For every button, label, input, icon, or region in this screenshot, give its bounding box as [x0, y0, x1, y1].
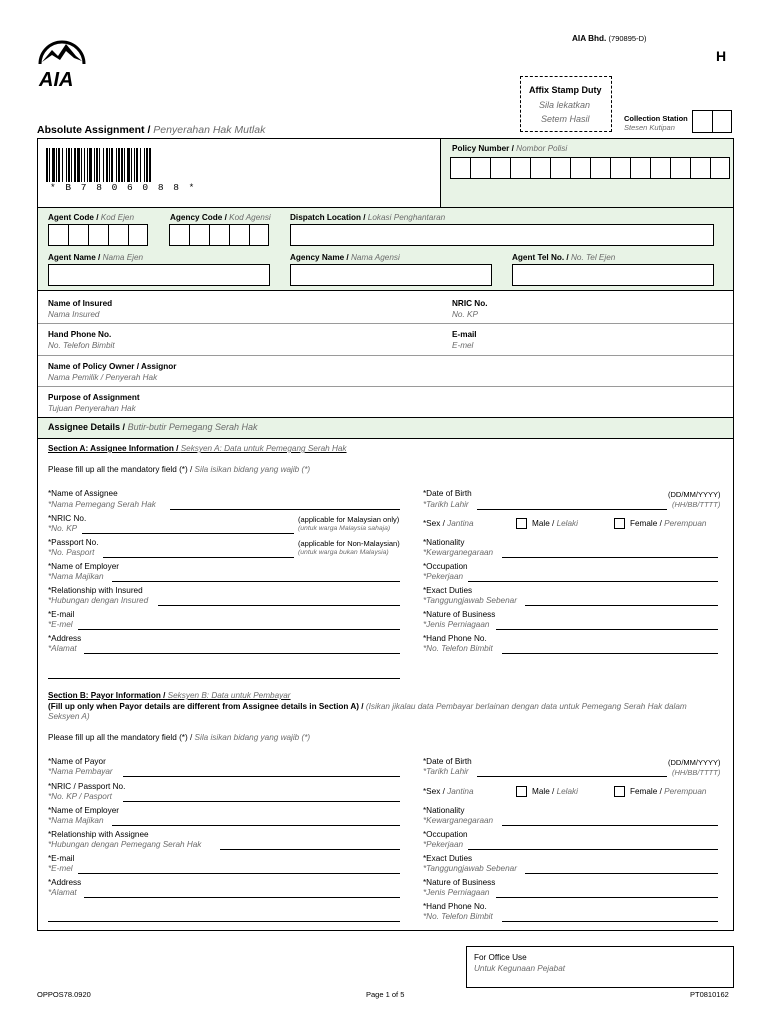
sb-relationship-input[interactable] — [220, 849, 400, 850]
footer-page-number: Page 1 of 5 — [366, 990, 405, 999]
section-a-instruction-malay: Sila isikan bidang yang wajib (*) — [194, 465, 311, 474]
barcode — [46, 148, 232, 182]
sb-sex-label-malay: Jantina — [447, 787, 474, 796]
sa-nric-note-malay: (untuk warga Malaysia sahaja) — [298, 525, 391, 532]
agent-tel-label: Agent Tel No. / — [512, 253, 569, 262]
agent-code-label: Agent Code / — [48, 213, 99, 222]
sa-passport-note-malay: (untuk warga bukan Malaysia) — [298, 549, 389, 556]
sa-nric-label: *NRIC No. — [48, 514, 87, 523]
sa-relationship-label: *Relationship with Insured — [48, 586, 143, 595]
sa-dob-label-malay: *Tarikh Lahir — [423, 500, 469, 509]
policy-owner-label: Name of Policy Owner / Assignor — [48, 362, 177, 371]
sa-address-label: *Address — [48, 634, 82, 643]
sb-dob-format-malay: (HH/BB/TTTT) — [672, 768, 721, 777]
sb-employer-label: *Name of Employer — [48, 806, 119, 815]
sb-occupation-label-malay: *Pekerjaan — [423, 840, 464, 849]
agent-tel-label-malay: No. Tel Ejen — [571, 253, 616, 262]
sa-occupation-input[interactable] — [468, 581, 718, 582]
sa-employer-input[interactable] — [112, 581, 400, 582]
sb-dob-input[interactable] — [477, 776, 667, 777]
sb-employer-label-malay: *Nama Majikan — [48, 816, 104, 825]
sb-dob-format: (DD/MM/YYYY) — [668, 758, 721, 767]
sa-dob-format: (DD/MM/YYYY) — [668, 490, 721, 499]
sa-duties-label-malay: *Tanggungjawab Sebenar — [423, 596, 517, 605]
sb-female-label-malay: Perempuan — [664, 787, 707, 796]
sa-passport-label-malay: *No. Pasport — [48, 548, 95, 557]
form-title-malay: Penyerahan Hak Mutlak — [153, 124, 266, 136]
sa-occupation-label-malay: *Pekerjaan — [423, 572, 464, 581]
dispatch-location-label-malay: Lokasi Penghantaran — [367, 213, 446, 222]
policy-owner-label-malay: Nama Pemilik / Penyerah Hak — [48, 373, 158, 382]
sa-hand-phone-label: *Hand Phone No. — [423, 634, 487, 643]
agency-code-input[interactable] — [169, 224, 269, 246]
sb-business-label: *Nature of Business — [423, 878, 496, 887]
section-a-instruction: Please fill up all the mandatory field (*) / — [48, 465, 193, 474]
sb-duties-label: *Exact Duties — [423, 854, 473, 863]
sa-nric-input[interactable] — [82, 533, 294, 534]
footer-reference: PT0810162 — [690, 990, 729, 999]
sa-sex-label-malay: Jantina — [447, 519, 474, 528]
sb-hand-phone-label: *Hand Phone No. — [423, 902, 487, 911]
sb-name-label: *Name of Payor — [48, 757, 106, 766]
sb-address-label: *Address — [48, 878, 82, 887]
office-use-label: For Office Use — [474, 953, 527, 962]
agent-code-input[interactable] — [48, 224, 148, 246]
sa-nationality-label-malay: *Kewarganegaraan — [423, 548, 494, 557]
sa-dob-label: *Date of Birth — [423, 489, 472, 498]
sa-address-input-1[interactable] — [84, 653, 400, 654]
sb-dob-label: *Date of Birth — [423, 757, 472, 766]
sb-duties-input[interactable] — [525, 873, 718, 874]
sb-nric-label: *NRIC / Passport No. — [48, 782, 126, 791]
sa-nric-note: (applicable for Malaysian only) — [298, 515, 400, 524]
sa-address-label-malay: *Alamat — [48, 644, 77, 653]
sa-male-label-malay: Lelaki — [556, 519, 578, 528]
sa-passport-note: (applicable for Non-Malaysian) — [298, 539, 400, 548]
sb-business-input[interactable] — [496, 897, 718, 898]
sb-nationality-input[interactable] — [502, 825, 718, 826]
agent-name-input[interactable] — [48, 264, 270, 286]
sb-female-checkbox[interactable] — [614, 786, 625, 797]
sa-name-label-malay: *Nama Pemegang Serah Hak — [48, 500, 156, 509]
name-of-insured-label-malay: Nama Insured — [48, 310, 100, 319]
email-label-malay: E-mel — [452, 341, 474, 350]
agent-name-label-malay: Nama Ejen — [102, 253, 144, 262]
stamp-label: Affix Stamp Duty — [529, 85, 602, 95]
sa-name-label: *Name of Assignee — [48, 489, 118, 498]
sa-female-label-malay: Perempuan — [664, 519, 707, 528]
sb-duties-label-malay: *Tanggungjawab Sebenar — [423, 864, 517, 873]
section-b-instruction-malay: Sila isikan bidang yang wajib (*) — [194, 733, 311, 742]
sa-nric-label-malay: *No. KP — [48, 524, 78, 533]
section-b-fill-note: (Fill up only when Payor details are different from Assignee details in Section A) / — [48, 702, 364, 711]
sb-employer-input[interactable] — [112, 825, 400, 826]
dispatch-location-input[interactable] — [290, 224, 714, 246]
sb-hand-phone-input[interactable] — [502, 921, 718, 922]
sa-hand-phone-input[interactable] — [502, 653, 718, 654]
agent-code-label-malay: Kod Ejen — [100, 213, 135, 222]
form-letter: H — [716, 48, 727, 64]
assignee-details-title: Assignee Details / — [48, 422, 126, 432]
sa-male-label: Male / — [532, 519, 555, 528]
sa-email-label-malay: *E-mel — [48, 620, 73, 629]
sa-occupation-label: *Occupation — [423, 562, 468, 571]
svg-text:AIA: AIA — [39, 69, 74, 90]
form-title: Absolute Assignment / — [37, 124, 151, 136]
hand-phone-label: Hand Phone No. — [48, 330, 112, 339]
agency-name-label: Agency Name / — [290, 253, 349, 262]
sa-female-checkbox[interactable] — [614, 518, 625, 529]
section-b-instruction: Please fill up all the mandatory field (*) / — [48, 733, 193, 742]
purpose-label-malay: Tujuan Penyerahan Hak — [48, 404, 136, 413]
sb-address-input-2[interactable] — [48, 921, 400, 922]
collection-station-label-malay: Stesen Kutipan — [624, 123, 675, 132]
office-use-label-malay: Untuk Kegunaan Pejabat — [474, 964, 566, 973]
sb-email-label-malay: *E-mel — [48, 864, 73, 873]
collection-station-input[interactable] — [692, 110, 732, 133]
name-of-insured-label: Name of Insured — [48, 299, 113, 308]
company-name: AIA Bhd. — [572, 34, 607, 43]
sa-relationship-label-malay: *Hubungan dengan Insured — [48, 596, 149, 605]
sb-name-input[interactable] — [123, 776, 400, 777]
stamp-label-malay-1: Sila lekatkan — [539, 100, 591, 110]
sa-female-label: Female / — [630, 519, 662, 528]
sa-passport-input[interactable] — [103, 557, 294, 558]
sa-business-input[interactable] — [496, 629, 718, 630]
sa-employer-label-malay: *Nama Majikan — [48, 572, 104, 581]
agency-code-label: Agency Code / — [170, 213, 227, 222]
section-b-title: Section B: Payor Information / — [48, 691, 166, 700]
policy-number-label-malay: Nombor Polisi — [516, 144, 568, 153]
sb-male-label-malay: Lelaki — [556, 787, 578, 796]
sb-nric-input[interactable] — [123, 801, 400, 802]
sb-occupation-label: *Occupation — [423, 830, 468, 839]
sa-email-label: *E-mail — [48, 610, 75, 619]
nric-label-malay: No. KP — [452, 310, 478, 319]
nric-label: NRIC No. — [452, 299, 488, 308]
sb-nationality-label: *Nationality — [423, 806, 465, 815]
sa-male-checkbox[interactable] — [516, 518, 527, 529]
sb-email-label: *E-mail — [48, 854, 75, 863]
agent-name-label: Agent Name / — [48, 253, 101, 262]
stamp-label-malay-2: Setem Hasil — [541, 114, 590, 124]
sb-address-label-malay: *Alamat — [48, 888, 77, 897]
sb-occupation-input[interactable] — [468, 849, 718, 850]
sa-business-label-malay: *Jenis Perniagaan — [423, 620, 490, 629]
sb-relationship-label-malay: *Hubungan dengan Pemegang Serah Hak — [48, 840, 202, 849]
sb-hand-phone-label-malay: *No. Telefon Bimbit — [423, 912, 493, 921]
sb-male-checkbox[interactable] — [516, 786, 527, 797]
sb-nationality-label-malay: *Kewarganegaraan — [423, 816, 494, 825]
sa-passport-label: *Passport No. — [48, 538, 99, 547]
dispatch-location-label: Dispatch Location / — [290, 213, 366, 222]
sa-sex-label: *Sex / — [423, 519, 445, 528]
sa-nationality-label: *Nationality — [423, 538, 465, 547]
sa-employer-label: *Name of Employer — [48, 562, 119, 571]
sb-dob-label-malay: *Tarikh Lahir — [423, 767, 469, 776]
section-b-fill-note-malay-2: Seksyen A) — [48, 712, 90, 721]
sb-female-label: Female / — [630, 787, 662, 796]
purpose-label: Purpose of Assignment — [48, 393, 140, 402]
sa-relationship-input[interactable] — [158, 605, 400, 606]
collection-station-label: Collection Station — [624, 114, 688, 123]
sb-relationship-label: *Relationship with Assignee — [48, 830, 149, 839]
hand-phone-label-malay: No. Telefon Bimbit — [48, 341, 115, 350]
policy-number-input[interactable] — [450, 157, 730, 179]
sb-sex-label: *Sex / — [423, 787, 445, 796]
sa-business-label: *Nature of Business — [423, 610, 496, 619]
sb-email-input[interactable] — [78, 873, 400, 874]
sa-hand-phone-label-malay: *No. Telefon Bimbit — [423, 644, 493, 653]
sb-male-label: Male / — [532, 787, 555, 796]
sa-nationality-input[interactable] — [502, 557, 718, 558]
barcode-text: * B 7 8 0 6 0 8 8 * — [50, 182, 197, 193]
sa-address-input-2[interactable] — [48, 678, 400, 679]
sa-dob-input[interactable] — [477, 509, 667, 510]
agency-name-input[interactable] — [290, 264, 492, 286]
sb-business-label-malay: *Jenis Perniagaan — [423, 888, 490, 897]
sa-dob-format-malay: (HH/BB/TTTT) — [672, 500, 721, 509]
agency-code-label-malay: Kod Agensi — [229, 213, 271, 222]
section-a-title-malay: Seksyen A: Data untuk Pemegang Serah Hak — [180, 444, 347, 453]
sb-nric-label-malay: *No. KP / Pasport — [48, 792, 112, 801]
agency-name-label-malay: Nama Agensi — [350, 253, 400, 262]
footer-form-code: OPPOS78.0920 — [37, 990, 91, 999]
aia-logo — [34, 34, 90, 90]
company-reg: (790895-D) — [608, 34, 647, 43]
sb-name-label-malay: *Nama Pembayar — [48, 767, 113, 776]
sb-address-input-1[interactable] — [84, 897, 400, 898]
section-a-title: Section A: Assignee Information / — [48, 444, 179, 453]
sa-email-input[interactable] — [78, 629, 400, 630]
email-label: E-mail — [452, 330, 477, 339]
section-b-title-malay: Seksyen B: Data untuk Pembayar — [167, 691, 291, 700]
sa-duties-label: *Exact Duties — [423, 586, 473, 595]
sa-name-input[interactable] — [170, 509, 400, 510]
section-b-fill-note-malay: (Isikan jikalau data Pembayar berlainan dengan data untuk Pemegang Serah Hak dalam — [365, 702, 687, 711]
sa-duties-input[interactable] — [525, 605, 718, 606]
agent-tel-input[interactable] — [512, 264, 714, 286]
assignee-details-title-malay: Butir-butir Pemegang Serah Hak — [127, 422, 258, 432]
policy-number-label: Policy Number / — [452, 144, 514, 153]
